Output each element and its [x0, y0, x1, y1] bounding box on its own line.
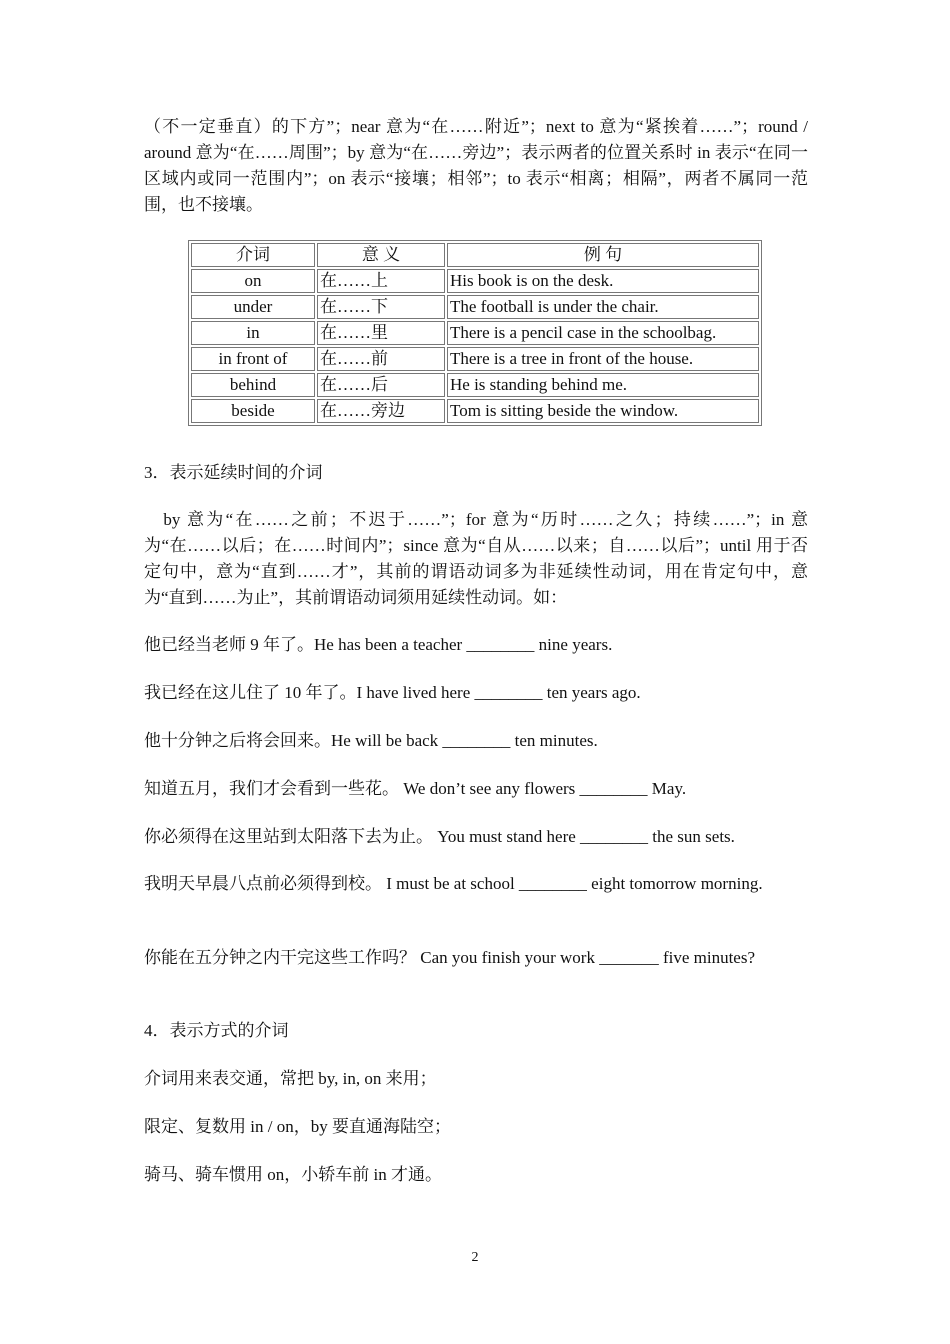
rhyme-line: 介词用来表交通，常把 by, in, on 来用；: [144, 1069, 437, 1088]
exercise-item: 他已经当老师 9 年了。He has been a teacher ________ nine years.: [144, 635, 613, 654]
cell-preposition: in front of: [191, 347, 315, 371]
exercise-item: 我明天早晨八点前必须得到校。 I must be at school ________ eight tomorrow morning.: [144, 874, 763, 893]
table-row: [191, 321, 759, 345]
header-example: 例 句: [447, 243, 759, 267]
cell-preposition: beside: [191, 399, 315, 423]
preposition-table: [188, 240, 762, 426]
page-number: 2: [471, 1250, 479, 1265]
table-row: [191, 295, 759, 319]
section-3-heading: 3．表示延续时间的介词: [144, 463, 323, 482]
section-3-paragraph: [144, 507, 808, 611]
intro-text: （不一定垂直）的下方”；near 意为“在……附近”；next to 意为“紧挨着……”；round / around 意为“在……周围”；by 意为“在……旁边”；表示两者的位置关系时 in 表示“在同一区域内或同一范围内”；on 表示“接壤；相邻”；to 表示“相离；相隔”，两者不属同一范围，也不接壤。: [144, 117, 808, 214]
cell-example: His book is on the desk.: [447, 269, 759, 293]
header-preposition: 介词: [191, 243, 315, 267]
exercise-item: 知道五月，我们才会看到一些花。 We don’t see any flowers ________ May.: [144, 779, 687, 798]
cell-example: He is standing behind me.: [447, 373, 759, 397]
cell-meaning: 在……里: [317, 321, 445, 345]
rhyme-line: 骑马、骑车惯用 on，小轿车前 in 才通。: [144, 1165, 442, 1184]
cell-preposition: in: [191, 321, 315, 345]
exercise-item: 你必须得在这里站到太阳落下去为止。 You must stand here ________ the sun sets.: [144, 827, 735, 846]
table-row: [191, 347, 759, 371]
cell-preposition: under: [191, 295, 315, 319]
cell-example: There is a pencil case in the schoolbag.: [447, 321, 759, 345]
intro-paragraph: [144, 114, 808, 218]
cell-example: There is a tree in front of the house.: [447, 347, 759, 371]
rhyme-line: 限定、复数用 in / on，by 要直通海陆空；: [144, 1117, 451, 1136]
table-row: [191, 373, 759, 397]
cell-example: Tom is sitting beside the window.: [447, 399, 759, 423]
header-meaning: 意 义: [317, 243, 445, 267]
cell-meaning: 在……上: [317, 269, 445, 293]
cell-meaning: 在……旁边: [317, 399, 445, 423]
exercise-item: 你能在五分钟之内干完这些工作吗？ Can you finish your work _______ five minutes?: [144, 948, 756, 967]
table-row: [191, 269, 759, 293]
table-header-row: [191, 243, 759, 267]
exercise-item: 他十分钟之后将会回来。He will be back ________ ten minutes.: [144, 731, 598, 750]
cell-meaning: 在……前: [317, 347, 445, 371]
table-row: [191, 399, 759, 423]
section-3-text: by 意为“在……之前；不迟于……”；for 意为“历时……之久；持续……”；in 意为“在……以后；在……时间内”；since 意为“自从……以来；自……以后”；until 用于否定句中，意为“直到……才”，其前的谓语动词多为非延续性动词，用在肯定句中，意为“直到……为止”，其前谓语动词须用延续性动词。如：: [144, 510, 808, 607]
cell-preposition: behind: [191, 373, 315, 397]
cell-example: The football is under the chair.: [447, 295, 759, 319]
section-4-heading: 4．表示方式的介词: [144, 1021, 289, 1040]
cell-meaning: 在……后: [317, 373, 445, 397]
cell-preposition: on: [191, 269, 315, 293]
exercise-item: 我已经在这儿住了 10 年了。I have lived here ________ ten years ago.: [144, 683, 641, 702]
cell-meaning: 在……下: [317, 295, 445, 319]
